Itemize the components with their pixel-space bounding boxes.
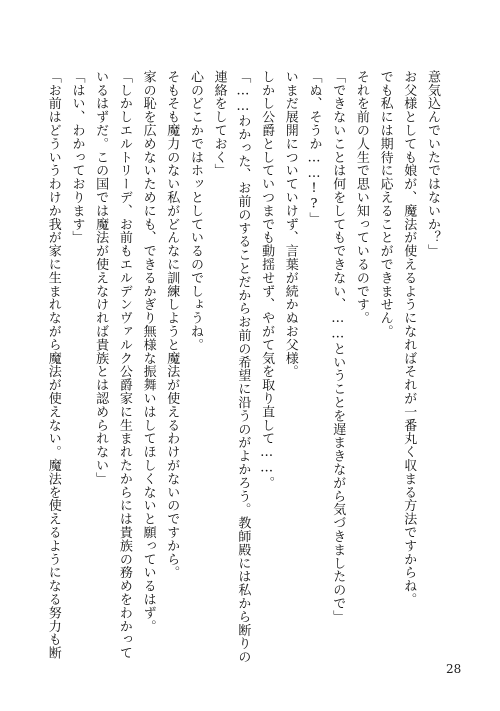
text-line: でも私には期待に応えることができません。 (377, 70, 393, 338)
text-line: 心のどこかではホッとしているのでしょうね。 (187, 70, 203, 352)
text-line: 連絡をしておく」 (211, 70, 227, 178)
text-line: 「……わかった、お前のすることだからお前の希望に沿うのがよかろう。教師殿には私から断りの (235, 70, 251, 664)
text-line: 「できないことは何をしてもできない、……ということを遅まきながら気づきましたので」 (330, 70, 346, 624)
text-line: 「しかしエルトリーデ、お前もエルデンヴァルク公爵家に生まれたからには貴族の務めをわかって (116, 70, 132, 660)
text-line: 「はい、わかっております」 (69, 70, 85, 245)
text-line: 家の恥を広めないためにも、できるかぎり無様な振舞いはしてほしくないと願っているはず。 (140, 70, 156, 633)
text-line: 意気込んでいたではないか？」 (425, 70, 440, 258)
text-line: いるはずだ。この国では魔法が使えなければ貴族とは認められない」 (93, 70, 109, 486)
vertical-text-body (41, 70, 444, 664)
page-number: 28 (446, 662, 462, 676)
text-line: そもそも魔力のない私がどんなに訓練しようと魔法が使えるわけがないのですから。 (164, 70, 180, 580)
text-line: 「お前はどういうわけか我が家に生まれながら魔法が使えない。魔法を使えるようになる努力も断 (45, 70, 61, 660)
text-line: それを前の人生で思い知っているのです。 (353, 70, 369, 325)
text-line: いまだ展開についていけず、言葉が続かぬお父様。 (282, 70, 298, 379)
text-line: お父様としても娘が、魔法が使えるようになればそれが一番丸く収まる方法ですからね。 (401, 70, 417, 606)
text-line: しかし公爵としていつまでも動揺せず、やがて気を取り直して……。 (259, 70, 275, 490)
text-line: 「ぬ、そうか……!?」 (306, 70, 322, 226)
